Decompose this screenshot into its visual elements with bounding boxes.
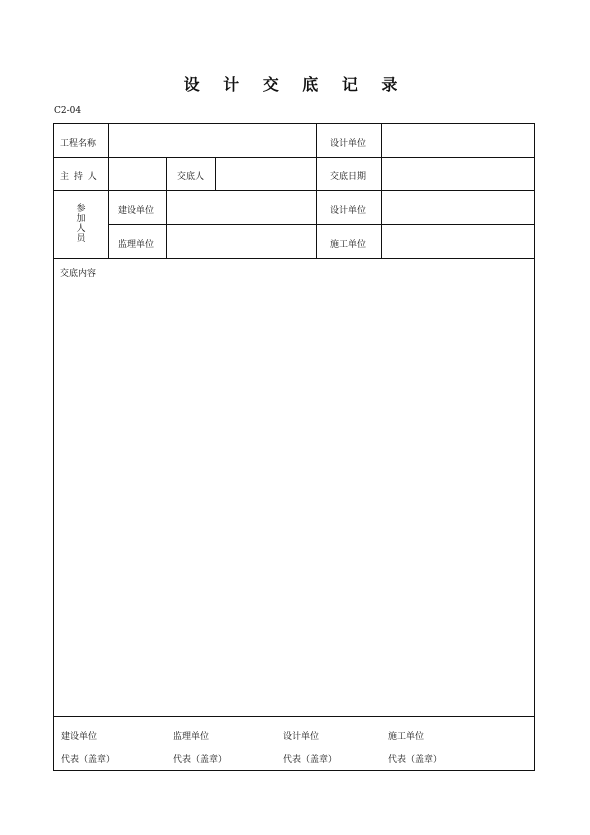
host-label: 主 持 人	[60, 172, 98, 182]
supervision-unit-label: 监理单位	[118, 240, 155, 250]
content-label: 交底内容	[60, 269, 97, 279]
sign-rep-construction[interactable]: 代表（盖章）	[388, 755, 443, 765]
sign-unit-design: 设计单位	[283, 732, 320, 742]
design-unit-label: 设计单位	[330, 139, 367, 149]
project-name-label: 工程名称	[60, 139, 97, 149]
supervision-unit-field[interactable]	[168, 225, 315, 257]
row-divider	[54, 716, 534, 717]
host-field[interactable]	[110, 158, 165, 189]
form-code: C2-04	[54, 106, 82, 116]
column-divider	[166, 157, 167, 258]
design-unit-field[interactable]	[383, 125, 533, 156]
column-divider	[215, 157, 216, 190]
page-title: 设 计 交 底 记 录	[183, 75, 407, 94]
content-area[interactable]	[60, 282, 528, 710]
construction-owner-field[interactable]	[168, 191, 315, 223]
sign-unit-construction: 施工单位	[388, 732, 425, 742]
sign-rep-construction-owner[interactable]: 代表（盖章）	[61, 755, 116, 765]
design-disclosure-form	[53, 123, 535, 771]
row-divider	[54, 258, 534, 259]
design-unit-2-field[interactable]	[383, 191, 533, 223]
construction-unit-field[interactable]	[383, 225, 533, 257]
presenter-field[interactable]	[217, 158, 315, 189]
construction-owner-label: 建设单位	[118, 206, 155, 216]
sign-rep-design[interactable]: 代表（盖章）	[283, 755, 338, 765]
column-divider	[108, 124, 109, 258]
design-unit-2-label: 设计单位	[330, 206, 367, 216]
disclosure-date-label: 交底日期	[330, 172, 367, 182]
disclosure-date-field[interactable]	[383, 158, 533, 189]
column-divider	[381, 124, 382, 258]
participants-label: 参加人员	[76, 204, 86, 244]
construction-unit-label: 施工单位	[330, 240, 367, 250]
sign-unit-construction-owner: 建设单位	[61, 732, 98, 742]
column-divider	[316, 124, 317, 258]
sign-rep-supervision[interactable]: 代表（盖章）	[173, 755, 228, 765]
project-name-field[interactable]	[110, 125, 315, 156]
presenter-label: 交底人	[177, 172, 205, 182]
sign-unit-supervision: 监理单位	[173, 732, 210, 742]
